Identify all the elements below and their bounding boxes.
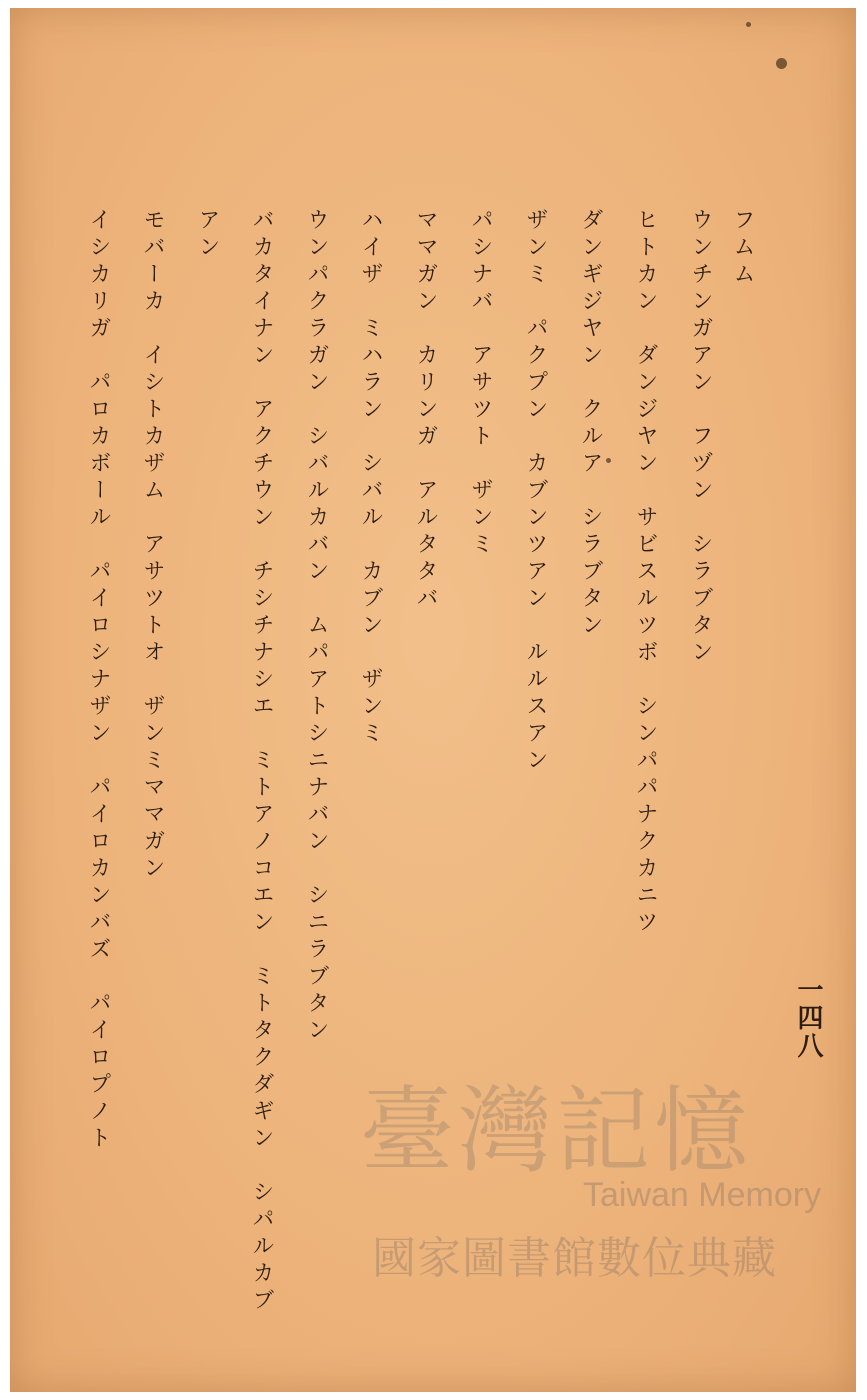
text-column-7: ママガン カリンガ アルタタバ [413,208,438,613]
text-column-8: ハイザ ミハラン シバル カブン ザンミ [358,208,383,748]
text-column-9: ウンパクラガン シバルカバン ムパアトシニナバン シニラブタン [304,208,329,1045]
text-column-1: フムム [730,208,755,289]
page-number: 一四八 [793,976,823,1060]
text-column-5: ザンミ パクプン カブンツアン ルルスアン [523,208,548,775]
text-column-2: ウンチンガアン フヅン シラブタン [688,208,713,667]
text-column-12: モバーカ イシトカザム アサツトオ ザンミママガン [140,208,165,883]
text-column-6: パシナバ アサツト ザンミ [468,208,493,559]
text-column-3: ヒトカン ダンジヤン サビスルツボ シンパパナクカニツ [633,208,658,937]
watermark-chinese: 國家圖書館數位典藏 [372,1233,777,1284]
text-column-13: イシカリガ パロカボール パイロシナザン パイロカンバズ パイロプノト [86,208,111,1153]
text-column-4: ダンギジヤン クルア シラブタン [578,208,603,640]
text-column-10: バカタイナン アクチウン チシチナシエ ミトアノコエン ミトタクダギン シパルカブ [249,208,274,1315]
ink-spot [606,458,611,463]
ink-spot [746,22,751,27]
ink-spot [776,58,787,69]
text-column-11: アン [195,208,220,262]
watermark-calligraphy: 臺灣記憶 [360,1077,753,1186]
watermark-english: Taiwan Memory [583,1176,822,1214]
